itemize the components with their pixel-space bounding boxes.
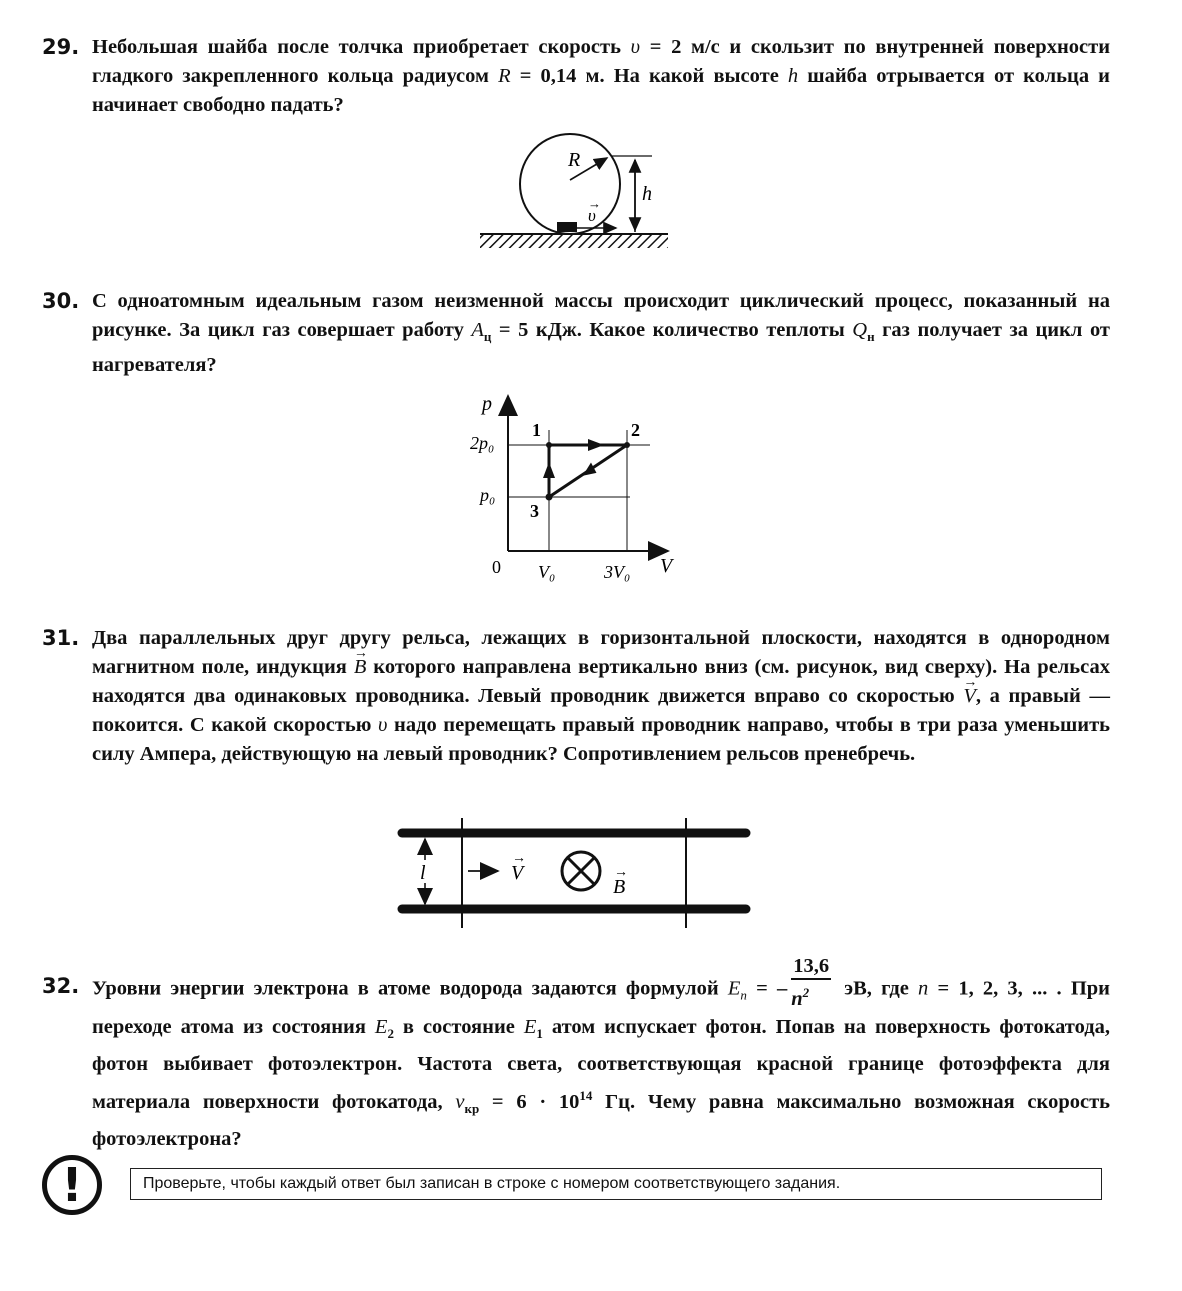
problem-text: С одноатомным идеальным газом неизменной массы происходит циклический процесс, показанный на рисунке. За цикл газ совершает работу $A_ц = 5$ кДж. Какое количество теплоты $Q_н$ газ получает за цикл от нагревателя? — [92, 290, 1111, 377]
problem-number: 31. — [42, 626, 80, 650]
problem-text: Два параллельных друг другу рельса, лежащих в горизонтальной плоскости, находятся в однородном магнитном поле, индукция → B которого направлена вертикально вниз (см. рисунок, вид сверху). На рельсах находятся два одинаковых проводника. Левый проводник движется вправо со скоростью → V, а правый — покоится. С какой скоростью υ надо перемещать правый проводник направо, чтобы в три раза уменьшить силу Ампера, действующую на левый проводник? Сопротивлением рельсов пренебречь. — [92, 624, 1110, 769]
label-V: V — [511, 862, 524, 884]
ring-figure — [470, 128, 680, 258]
label-R: R — [568, 149, 581, 171]
tick-V0: V₀ — [538, 562, 556, 582]
point-2: 2 — [631, 420, 640, 440]
problem-number: 30. — [42, 289, 80, 313]
label-l: l — [420, 862, 426, 884]
problem-number: 32. — [42, 974, 80, 998]
tick-3V0: 3V₀ — [604, 562, 631, 582]
point-1: 1 — [532, 420, 541, 440]
svg-text:→: → — [512, 851, 526, 866]
svg-text:→: → — [614, 865, 628, 880]
point-3: 3 — [530, 501, 539, 521]
problem-30 — [42, 287, 1110, 380]
tick-2p0: 2p₀ — [470, 433, 495, 453]
label-B: B — [613, 876, 626, 898]
problem-text: Уровни энергии электрона в атоме водорода задаются формулой $E_n$ = – $\frac{13,6}{n^2}$ эВ, где n = 1, 2, 3, ... . При переходе атома из состояния $E_2$ в состояние $E_1$ атом испускает фотон. Попав на поверхность фотокатода, фотон выбивает фотоэлектрон. Частота света, соответствующая красной границе фотоэффекта для материала поверхности фотокатода, $\nu_{кр} = 6 \cdot 10^{14}$ Гц. Чему равна максимально возможная скорость фотоэлектрона? — [92, 955, 1110, 1150]
problem-31 — [42, 624, 1110, 769]
pv-diagram — [470, 390, 690, 590]
energy-fraction: $\frac{13,6}{n^2}$ — [791, 955, 830, 1010]
label-axis-p: p — [482, 393, 492, 415]
problem-29 — [42, 33, 1110, 120]
svg-text:→: → — [588, 196, 601, 211]
notice-box — [130, 1168, 1102, 1200]
label-h: h — [642, 183, 652, 205]
formula-lhs: E — [727, 977, 741, 1000]
notice-text: Проверьте, чтобы каждый ответ был записан в строке с номером соответствующего задания. — [143, 1175, 841, 1192]
problem-number: 29. — [42, 35, 80, 59]
label-axis-V: V — [660, 555, 673, 577]
ground-hatch — [480, 234, 668, 248]
problem-text: Небольшая шайба после толчка приобретает скорость υ = 2 м/с и скользит по внутренней поверхности гладкого закрепленного кольца радиусом R = 0,14 м. На какой высоте h шайба отрывается от кольца и начинает свободно падать? — [92, 36, 1111, 116]
tick-p0: p₀ — [480, 485, 496, 505]
rails-figure — [398, 818, 753, 930]
label-v: υ — [588, 206, 596, 225]
puck — [557, 222, 577, 232]
label-origin: 0 — [492, 557, 501, 577]
problem-32 — [42, 955, 1110, 1155]
exclamation-icon: ! — [42, 1155, 102, 1215]
